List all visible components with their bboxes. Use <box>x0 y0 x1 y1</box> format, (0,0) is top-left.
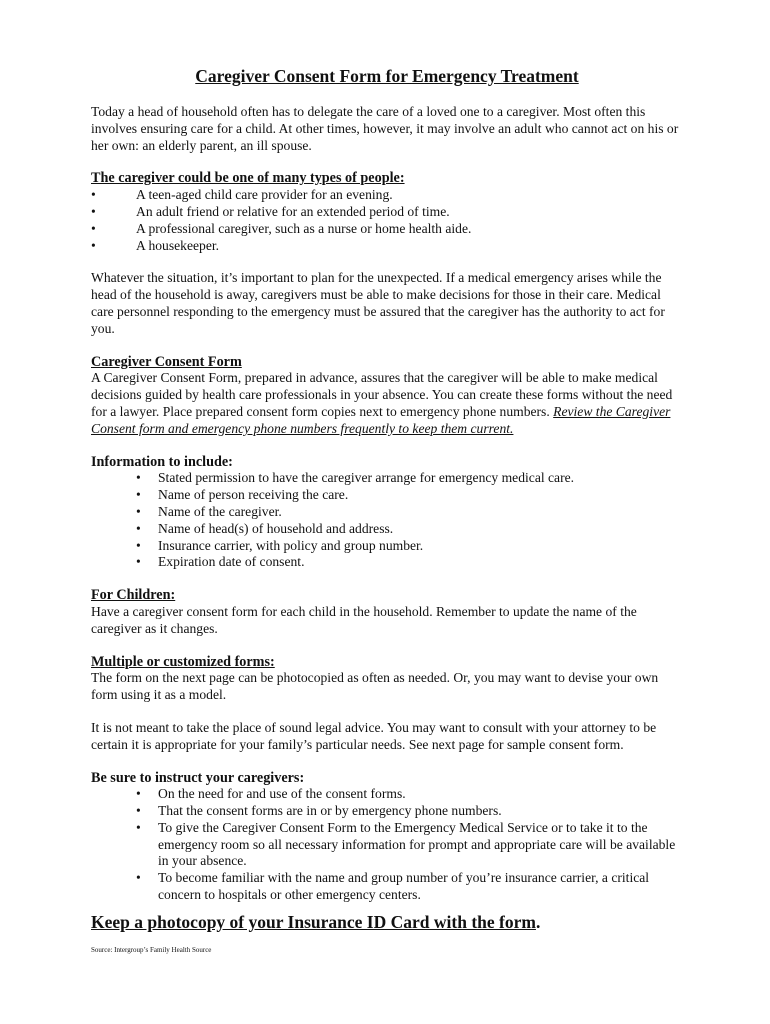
consent-form-body: A Caregiver Consent Form, prepared in advance, assures that the caregiver will be able to make medical decisions guided by health care professionals in your absence. You can create these forms without the need for a lawyer. Place prepared consent form copies next to emergency phone numbers. <box>91 370 673 419</box>
insurance-card-text: Keep a photocopy of your Insurance ID Card with the form <box>91 911 536 932</box>
list-item: • An adult friend or relative for an extended period of time. <box>91 204 683 221</box>
instruct-heading: Be sure to instruct your caregivers: <box>91 769 305 786</box>
document-page <box>91 66 683 955</box>
insurance-card-period: . <box>535 911 541 932</box>
source-note: Source: Intergroup’s Family Health Source <box>91 945 212 954</box>
document-title: Caregiver Consent Form for Emergency Treatment <box>195 66 579 86</box>
children-heading: For Children: <box>91 587 176 604</box>
list-item: • On the need for and use of the consent forms. <box>91 786 683 803</box>
children-section <box>91 587 683 637</box>
list-item: • Name of head(s) of household and address. <box>91 521 683 538</box>
information-list <box>91 470 683 571</box>
information-section <box>91 454 683 572</box>
list-item: • To become familiar with the name and group number of you’re insurance carrier, a critical concern to hospitals or other emergency centers. <box>91 870 683 904</box>
instruct-list <box>91 786 683 904</box>
list-item: • Name of person receiving the care. <box>91 487 683 504</box>
multiple-forms-heading: Multiple or customized forms: <box>91 653 275 670</box>
situation-paragraph: Whatever the situation, it’s important to plan for the unexpected. If a medical emergency arises while the head of the household is away, caregivers must be able to make decisions for those in their care. Medical care personnel responding to the emergency must be assured that the caregiver has the authority to act for you. <box>91 270 665 336</box>
information-heading: Information to include: <box>91 453 233 470</box>
instruct-section <box>91 770 683 904</box>
consent-form-heading: Caregiver Consent Form <box>91 353 242 370</box>
intro-paragraph: Today a head of household often has to delegate the care of a loved one to a caregiver. Most often this involves ensuring care for a child. At other times, however, it may involve an adult who cannot act on his or her own: an elderly parent, an ill spouse. <box>91 104 679 153</box>
consent-form-section <box>91 354 683 438</box>
legal-paragraph: It is not meant to take the place of sound legal advice. You may want to consult with your attorney to be certain it is appropriate for your family’s particular needs. See next page for sample consent form. <box>91 719 657 752</box>
list-item: • Stated permission to have the caregiver arrange for emergency medical care. <box>91 470 683 487</box>
types-section <box>91 170 683 254</box>
types-heading: The caregiver could be one of many types of people: <box>91 170 405 187</box>
list-item: • That the consent forms are in or by emergency phone numbers. <box>91 803 683 820</box>
children-paragraph: Have a caregiver consent form for each child in the household. Remember to update the name of the caregiver as it changes. <box>91 603 637 636</box>
list-item: • Expiration date of consent. <box>91 554 683 571</box>
list-item: • Insurance carrier, with policy and group number. <box>91 538 683 555</box>
list-item: • A housekeeper. <box>91 238 683 255</box>
consent-form-paragraph <box>91 370 683 437</box>
list-item: • To give the Caregiver Consent Form to the Emergency Medical Service or to take it to the emergency room so all necessary information for prompt and appropriate care will be available in your absence. <box>91 820 683 870</box>
list-item: • Name of the caregiver. <box>91 504 683 521</box>
list-item: • A professional caregiver, such as a nurse or home health aide. <box>91 221 683 238</box>
review-reminder: Review the Caregiver Consent form and emergency phone numbers frequently to keep them current. <box>91 403 671 436</box>
multiple-forms-paragraph: The form on the next page can be photocopied as often as needed. Or, you may want to devise your own form using it as a model. <box>91 670 659 703</box>
insurance-card-reminder <box>91 912 683 932</box>
types-list <box>91 187 683 254</box>
list-item: • A teen-aged child care provider for an evening. <box>91 187 683 204</box>
multiple-forms-section <box>91 654 683 704</box>
